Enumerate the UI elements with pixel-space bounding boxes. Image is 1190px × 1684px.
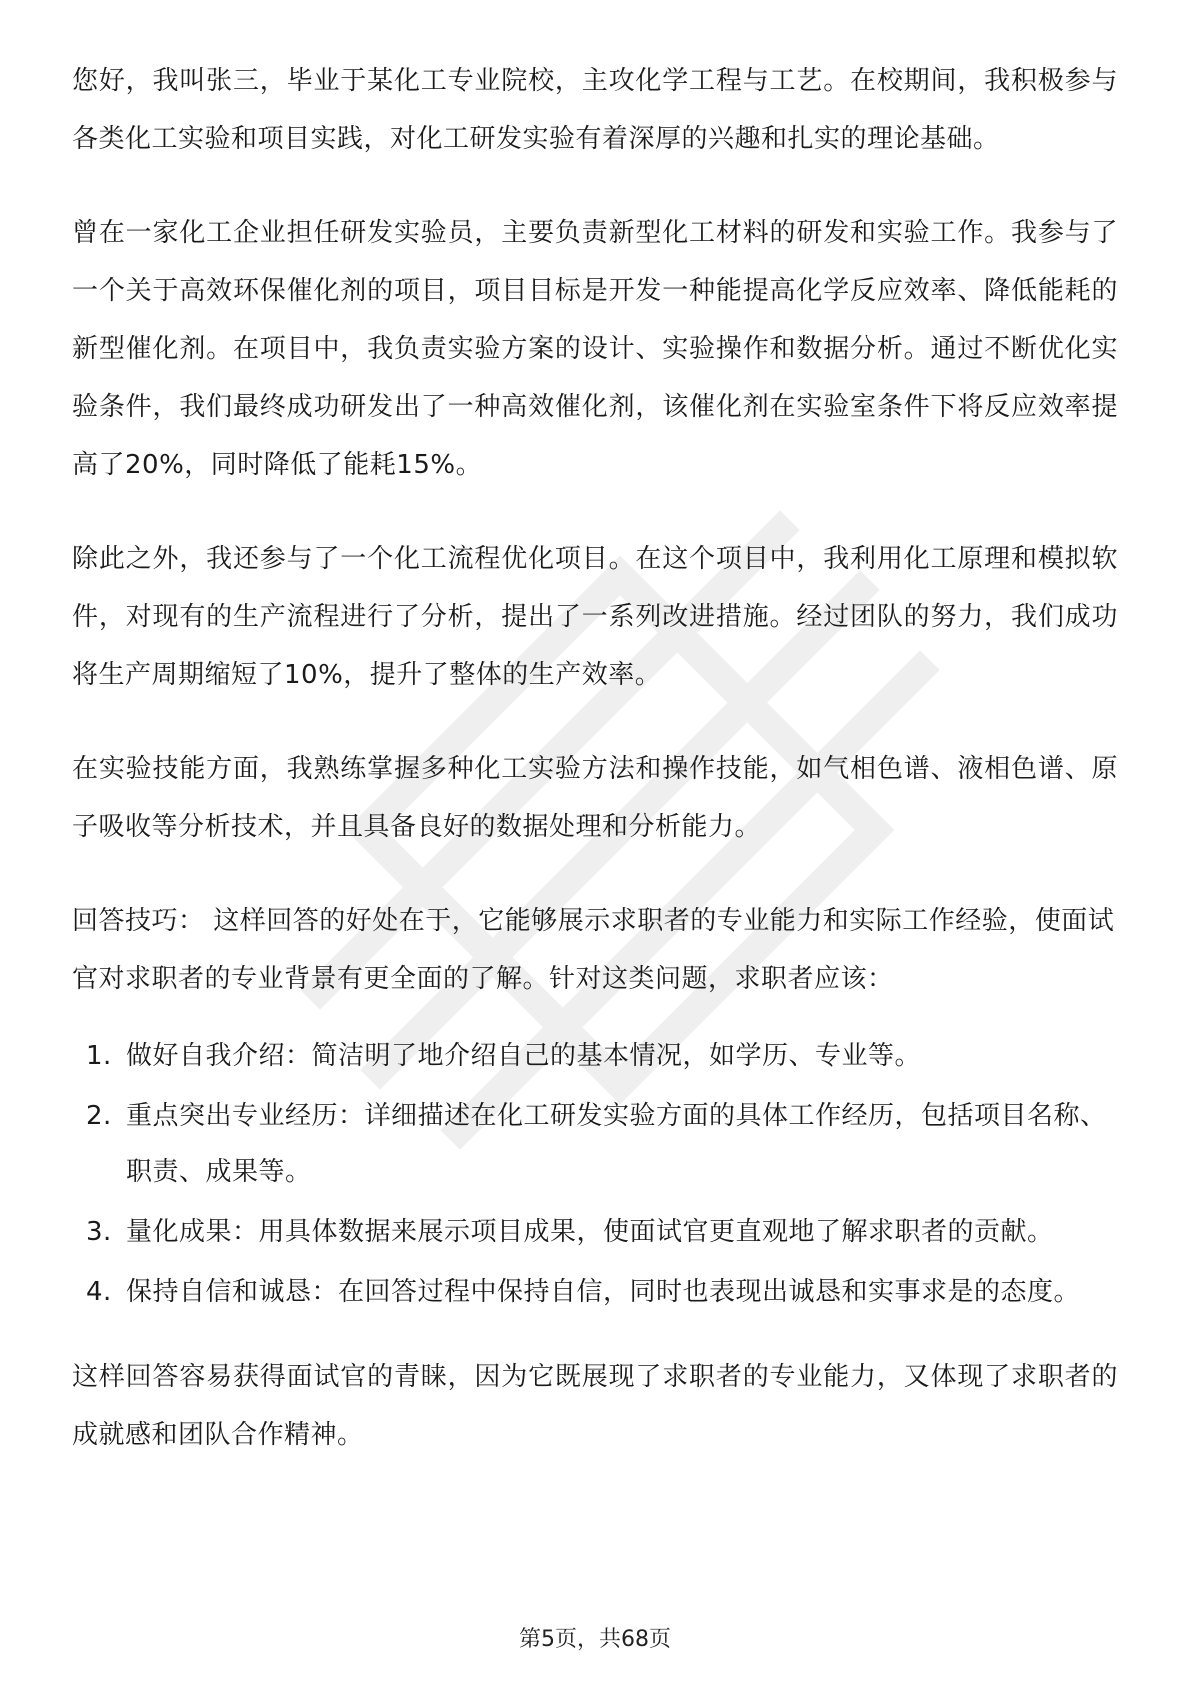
tips-list (72, 1028, 1118, 1320)
list-item (72, 1264, 1118, 1320)
list-item (72, 1028, 1118, 1084)
paragraph-intro: 您好，我叫张三，毕业于某化工专业院校，主攻化学工程与工艺。在校期间，我积极参与各类化工实验和项目实践，对化工研发实验有着深厚的兴趣和扎实的理论基础。 (72, 66, 1118, 154)
tips-intro: 回答技巧： 这样回答的好处在于，它能够展示求职者的专业能力和实际工作经验，使面试官对求职者的专业背景有更全面的了解。针对这类问题，求职者应该： (72, 906, 1115, 994)
list-item (72, 1088, 1118, 1200)
list-text: 保持自信和诚恳：在回答过程中保持自信，同时也表现出诚恳和实事求是的态度。 (126, 1277, 1081, 1307)
list-text: 量化成果：用具体数据来展示项目成果，使面试官更直观地了解求职者的贡献。 (126, 1217, 1054, 1247)
list-number: 2. (86, 1101, 112, 1131)
list-number: 3. (86, 1217, 112, 1247)
paragraph-skills: 在实验技能方面，我熟练掌握多种化工实验方法和操作技能，如气相色谱、液相色谱、原子吸收等分析技术，并且具备良好的数据处理和分析能力。 (72, 754, 1118, 842)
list-number: 1. (86, 1041, 112, 1071)
paragraph-experience: 曾在一家化工企业担任研发实验员，主要负责新型化工材料的研发和实验工作。我参与了一个关于高效环保催化剂的项目，项目目标是开发一种能提高化学反应效率、降低能耗的新型催化剂。在项目中，我负责实验方案的设计、实验操作和数据分析。通过不断优化实验条件，我们最终成功研发出了一种高效催化剂，该催化剂在实验室条件下将反应效率提高了20%，同时降低了能耗15%。 (72, 218, 1118, 480)
list-text: 做好自我介绍：简洁明了地介绍自己的基本情况，如学历、专业等。 (126, 1041, 922, 1071)
list-number: 4. (86, 1277, 112, 1307)
list-text: 重点突出专业经历：详细描述在化工研发实验方面的具体工作经历，包括项目名称、职责、成果等。 (126, 1101, 1107, 1187)
page-number: 第5页，共68页 (519, 1627, 671, 1652)
list-item (72, 1204, 1118, 1260)
document-page (72, 52, 1118, 1500)
paragraph-process-project: 除此之外，我还参与了一个化工流程优化项目。在这个项目中，我利用化工原理和模拟软件，对现有的生产流程进行了分析，提出了一系列改进措施。经过团队的努力，我们成功将生产周期缩短了10%，提升了整体的生产效率。 (72, 544, 1118, 690)
paragraph-closing: 这样回答容易获得面试官的青睐，因为它既展现了求职者的专业能力，又体现了求职者的成就感和团队合作精神。 (72, 1362, 1118, 1450)
